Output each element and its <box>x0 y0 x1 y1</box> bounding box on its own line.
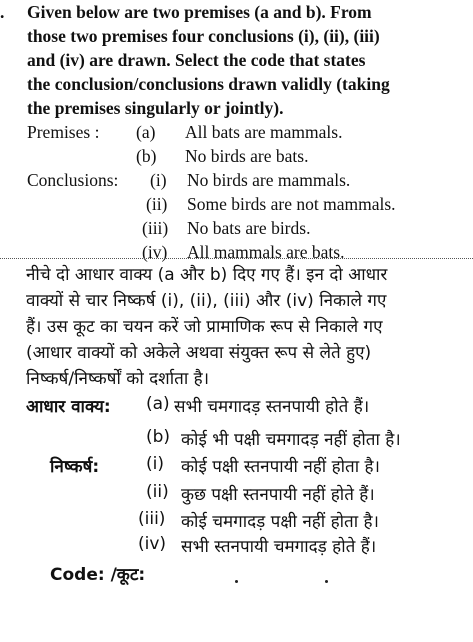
hindi-conclusion-iv-text: सभी स्तनपायी चमगादड़ होते हैं। <box>181 537 377 557</box>
conclusions-label: Conclusions: <box>27 170 119 190</box>
premise-b-marker: (b) <box>136 146 157 166</box>
code-label: Code: /कूट: <box>50 565 146 585</box>
conclusion-ii-marker: (ii) <box>146 194 168 214</box>
dotted-divider <box>0 258 473 259</box>
hindi-line-1: नीचे दो आधार वाक्य (a और b) दिए गए हैं। इन दो आधार <box>26 265 388 285</box>
hindi-conclusion-iii-marker: (iii) <box>138 509 166 529</box>
hindi-premises-label: आधार वाक्य: <box>26 397 111 417</box>
premises-label: Premises : <box>27 122 100 142</box>
conclusion-iv-text: All mammals are bats. <box>187 242 345 262</box>
hindi-conclusions-label: निष्कर्ष: <box>50 457 100 477</box>
conclusion-i-text: No birds are mammals. <box>187 170 351 190</box>
hindi-conclusion-ii-marker: (ii) <box>146 482 169 502</box>
conclusion-ii-text: Some birds are not mammals. <box>187 194 396 214</box>
hindi-line-3: हैं। उस कूट का चयन करें जो प्रामाणिक रूप से निकाले गए <box>26 317 383 337</box>
question-line-3: and (iv) are drawn. Select the code that states <box>27 50 366 70</box>
hindi-line-4: (आधार वाक्यों को अकेले अथवा संयुक्त रूप से लेते हुए) <box>26 343 372 363</box>
hindi-conclusion-ii-text: कुछ पक्षी स्तनपायी नहीं होते हैं। <box>181 485 375 505</box>
question-line-4: the conclusion/conclusions drawn validly (taking <box>27 74 390 94</box>
hindi-conclusion-i-marker: (i) <box>146 454 164 474</box>
conclusion-iv-marker: (iv) <box>142 242 168 262</box>
conclusion-iii-marker: (iii) <box>142 218 169 238</box>
hindi-premise-b-text: कोई भी पक्षी चमगादड़ नहीं होता है। <box>181 430 401 450</box>
conclusion-iii-text: No bats are birds. <box>187 218 311 238</box>
premise-a-text: All bats are mammals. <box>185 122 343 142</box>
premise-a-marker: (a) <box>136 122 156 142</box>
hindi-line-2: वाक्यों से चार निष्कर्ष (i), (ii), (iii) और (iv) निकाले गए <box>26 291 387 311</box>
question-line-2: those two premises four conclusions (i), (ii), (iii) <box>27 26 380 46</box>
hindi-line-5: निष्कर्ष/निष्कर्षों को दर्शाता है। <box>26 369 210 389</box>
question-line-1: Given below are two premises (a and b). From <box>27 2 372 22</box>
hindi-premise-b-marker: (b) <box>146 427 171 447</box>
hindi-conclusion-iv-marker: (iv) <box>138 534 167 554</box>
premise-b-text: No birds are bats. <box>185 146 309 166</box>
hindi-conclusion-iii-text: कोई चमगादड़ पक्षी नहीं होता है। <box>181 512 379 532</box>
hindi-conclusion-i-text: कोई पक्षी स्तनपायी नहीं होता है। <box>181 457 380 477</box>
question-number: . <box>0 2 5 22</box>
speck <box>325 580 328 583</box>
hindi-premise-a-marker: (a) <box>146 394 170 414</box>
question-line-5: the premises singularly or jointly). <box>27 98 284 118</box>
conclusion-i-marker: (i) <box>150 170 167 190</box>
hindi-premise-a-text: सभी चमगादड़ स्तनपायी होते हैं। <box>174 397 370 417</box>
speck <box>235 580 238 583</box>
